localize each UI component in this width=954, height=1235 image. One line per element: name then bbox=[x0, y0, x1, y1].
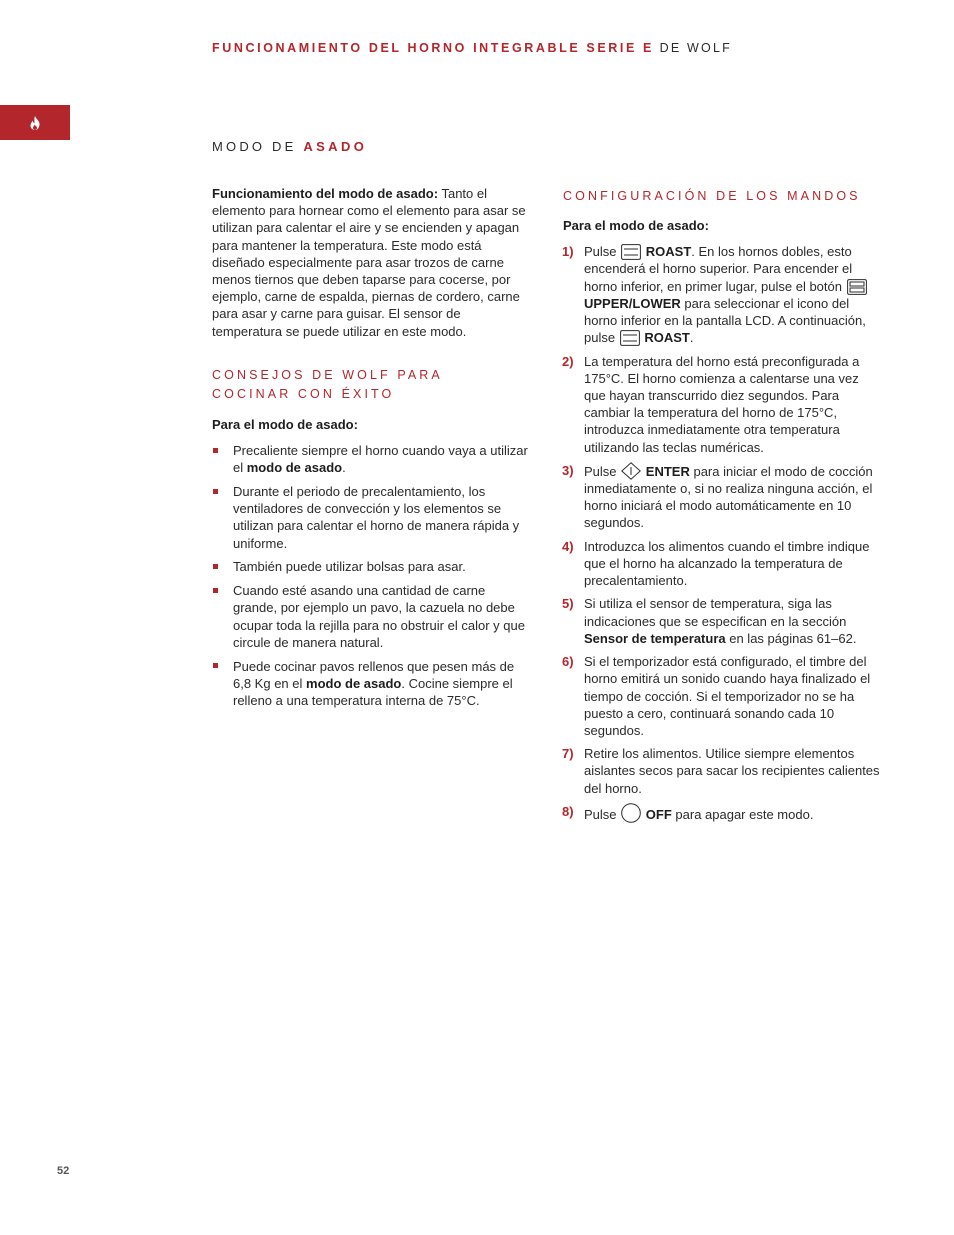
step-number: 2) bbox=[562, 353, 574, 369]
section-tab bbox=[0, 105, 70, 140]
step-item: 1) Pulse ROAST. En los hornos dobles, esto encenderá el horno superior. Para encender el horno inferior, en primer lugar, pulse el botón UPPER/LOWER para seleccionar el icono del horno inferior en la pantalla LCD. A continuación, pulse ROAST. bbox=[562, 244, 866, 346]
step-number: 7) bbox=[562, 746, 574, 762]
bullet-square bbox=[213, 564, 218, 569]
header-brand: DE WOLF bbox=[659, 41, 732, 55]
step-number: 8) bbox=[562, 803, 574, 819]
step-number: 5) bbox=[562, 596, 574, 612]
section-title-name: ASADO bbox=[303, 139, 368, 154]
page-header bbox=[212, 40, 732, 57]
step-number: 3) bbox=[562, 462, 574, 478]
step-number: 1) bbox=[562, 244, 574, 260]
tips-heading bbox=[212, 366, 532, 404]
step-item: 2) La temperatura del horno está preconfigurada a 175°C. El horno comienza a calentarse una vez que hayan transcurrido diez segundos. Para cambiar la temperatura del horno de 175°C, introduzca inmediatamente otra temperatura utilizando las teclas numéricas. bbox=[562, 353, 860, 455]
right-column bbox=[563, 187, 883, 829]
header-title: FUNCIONAMIENTO DEL HORNO INTEGRABLE SERIE E bbox=[212, 41, 654, 55]
step-number: 4) bbox=[562, 538, 574, 554]
list-item: Puede cocinar pavos rellenos que pesen más de 6,8 Kg en el modo de asado. Cocine siempre el relleno a una temperatura interna de 75°C. bbox=[212, 658, 532, 710]
bullet-square bbox=[213, 448, 218, 453]
tips-heading-line2: COCINAR CON ÉXITO bbox=[212, 386, 395, 401]
step-number: 6) bbox=[562, 654, 574, 670]
step-item: 8) Pulse OFF para apagar este modo. bbox=[562, 803, 814, 822]
list-item: Precaliente siempre el horno cuando vaya a utilizar el modo de asado. bbox=[212, 442, 532, 476]
tips-label: Para el modo de asado: bbox=[212, 416, 358, 432]
intro-body: Tanto el elemento para hornear como el elemento para asar se utilizan para calentar el aire y se encienden y apagan para mantener la temperatura. Este modo está diseñado especialmente para asar trozos de carne menos tiernos que deben taparse para cocerse, por ejemplo, carne de espalda, piernas de cordero, carne para asar y carne para guisar. El sensor de temperatura se puede utilizar en este modo. bbox=[212, 186, 526, 339]
page-number: 52 bbox=[57, 1165, 70, 1177]
step-item: 3) Pulse ENTER para iniciar el modo de cocción inmediatamente o, si no realiza ninguna acción, el horno iniciará el modo automáticamente en 10 segundos. bbox=[562, 462, 873, 531]
intro-lead: Funcionamiento del modo de asado: bbox=[212, 186, 439, 201]
bullet-square bbox=[213, 489, 218, 494]
list-item: Cuando esté asando una cantidad de carne grande, por ejemplo un pavo, la cazuela no debe ocupar toda la rejilla para no obstruir el calor y que circule de manera natural. bbox=[212, 582, 532, 651]
list-item: También puede utilizar bolsas para asar. bbox=[212, 558, 532, 575]
list-item: Durante el periodo de precalentamiento, los ventiladores de convección y los elementos se utilizan para calentar el horno de manera rápida y uniforme. bbox=[212, 483, 532, 552]
step-item: 4) Introduzca los alimentos cuando el timbre indique que el horno ha alcanzado la temperatura de precalentamiento. bbox=[562, 538, 870, 589]
left-column bbox=[212, 185, 532, 716]
step-item: 7) Retire los alimentos. Utilice siempre elementos aislantes secos para sacar los recipientes calientes del horno. bbox=[562, 746, 880, 796]
flame-icon bbox=[28, 115, 42, 131]
controls-heading: CONFIGURACIÓN DE LOS MANDOS bbox=[563, 189, 861, 203]
off-key-icon bbox=[621, 803, 641, 823]
tips-list bbox=[212, 442, 532, 709]
bullet-square bbox=[213, 588, 218, 593]
roast-key-icon bbox=[621, 244, 641, 260]
steps-list bbox=[563, 243, 883, 823]
enter-key-icon bbox=[621, 462, 641, 480]
roast-key-icon bbox=[620, 330, 640, 346]
section-title-prefix: MODO DE bbox=[212, 139, 297, 154]
controls-label: Para el modo de asado: bbox=[563, 218, 709, 233]
tips-heading-line1: CONSEJOS DE WOLF PARA bbox=[212, 367, 443, 382]
step-item: 6) Si el temporizador está configurado, el timbre del horno emitirá un sonido cuando haya finalizado el tiempo de cocción. Si el temporizador no se ha puesto a cero, continuará sonando cada 10 segundos. bbox=[562, 654, 871, 738]
upper-lower-key-icon bbox=[847, 279, 867, 295]
bullet-square bbox=[213, 663, 218, 668]
section-title bbox=[212, 138, 367, 155]
intro-paragraph bbox=[212, 185, 532, 340]
step-item: 5) Si utiliza el sensor de temperatura, siga las indicaciones que se especifican en la sección Sensor de temperatura en las páginas 61–62. bbox=[562, 596, 857, 646]
